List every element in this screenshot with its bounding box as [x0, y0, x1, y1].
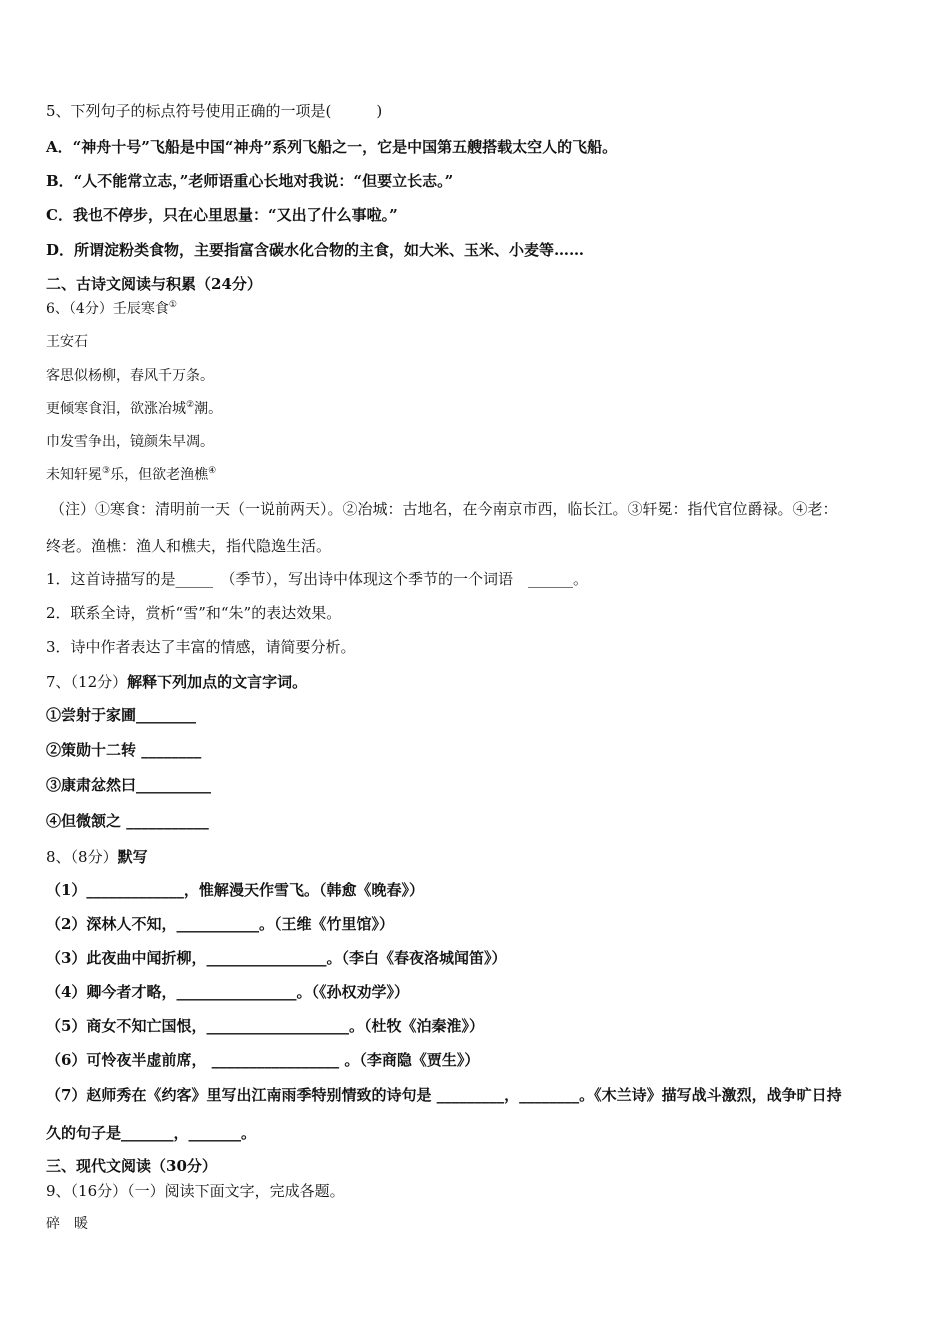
- q6-header-text: 6、（4分）壬辰寒食: [46, 301, 169, 317]
- q7-item-3: ③康肃忿然曰__________: [46, 776, 212, 794]
- q7-header: [46, 672, 307, 692]
- q7-item-2: ②策勋十二转 ________: [46, 741, 202, 759]
- q6-poem-line2: [46, 399, 222, 419]
- q6-poem-line3: 巾发雪争出，镜颜朱早凋。: [46, 434, 214, 450]
- q6-poem-line2-text: 更倾寒食泪，欲涨冶城: [46, 401, 186, 417]
- q7-item-1: ①尝射于家圃________: [46, 706, 197, 724]
- q8-item-7: （7）赵师秀在《约客》里写出江南雨季特别情致的诗句是 _________，________。《木兰诗》描写战斗激烈，战争旷日持: [46, 1086, 842, 1104]
- q6-question-2: 2．联系全诗，赏析“雪”和“朱”的表达效果。: [46, 604, 342, 622]
- q8-item-1: （1）_____________，惟解漫天作雪飞。（韩愈《晚春》）: [46, 881, 424, 899]
- q6-poem-line4: [46, 465, 216, 485]
- q8-item-2: （2）深林人不知，___________。（王维《竹里馆》）: [46, 915, 394, 933]
- q8-header-prefix: 8、（8分）: [46, 848, 118, 866]
- section3-title: 三、现代文阅读（30分）: [46, 1157, 217, 1175]
- q6-note-line1: （注）①寒食：清明前一天（一说前两天）。②冶城：古地名，在今南京市西，临长江。③轩冕：指代官位爵禄。④老：: [50, 500, 838, 518]
- q8-header-text: 默写: [117, 848, 148, 866]
- q8-header: [46, 847, 148, 867]
- q6-poem-sup-2: ②: [186, 400, 195, 410]
- section2-title: 二、古诗文阅读与积累（24分）: [46, 275, 262, 293]
- q5-option-c: C．我也不停步，只在心里思量：“又出了什么事啦。”: [46, 206, 398, 224]
- q6-note-line2: 终老。渔樵：渔人和樵夫，指代隐逸生活。: [46, 537, 332, 555]
- q8-item-6: （6）可怜夜半虚前席， _________________ 。（李商隐《贾生》）: [46, 1051, 480, 1069]
- q8-item-5: （5）商女不知亡国恨，___________________。（杜牧《泊秦淮》）: [46, 1017, 484, 1035]
- q6-question-1: 1．这首诗描写的是_____ （季节），写出诗中体现这个季节的一个词语 ______。: [46, 570, 589, 588]
- q6-poem-sup-3: ③: [102, 466, 111, 476]
- q9-header: 9、（16分）（一）阅读下面文字，完成各题。: [46, 1182, 345, 1200]
- q6-poem-line1: 客思似杨柳，春风千万条。: [46, 368, 214, 384]
- q6-question-3: 3．诗中作者表达了丰富的情感，请简要分析。: [46, 638, 356, 656]
- q6-poem-line4-text: 未知轩冕: [46, 467, 102, 483]
- q6-poem-line2-end: 潮。: [194, 401, 223, 417]
- q7-header-prefix: 7、（12分）: [46, 673, 128, 691]
- q9-passage-title: 碎 暖: [46, 1216, 88, 1232]
- q7-header-text: 解释下列加点的文言字词。: [127, 673, 308, 691]
- q8-item-3: （3）此夜曲中闻折柳，________________。（李白《春夜洛城闻笛》）: [46, 949, 507, 967]
- q6-poem-line4-mid: 乐，但欲老渔樵: [110, 467, 209, 483]
- q6-poem-sup-4: ④: [208, 466, 217, 476]
- q7-item-4: ④但微颔之 ___________: [46, 812, 209, 830]
- q6-header: [46, 299, 177, 319]
- q5-stem: 5、下列句子的标点符号使用正确的一项是( ): [46, 102, 383, 120]
- q5-option-a: A．“神舟十号”飞船是中国“神舟”系列飞船之一，它是中国第五艘搭载太空人的飞船。: [46, 138, 618, 156]
- q5-option-d: D．所谓淀粉类食物，主要指富含碳水化合物的主食，如大米、玉米、小麦等……: [46, 241, 585, 259]
- q8-item-4: （4）卿今者才略，________________。（《孙权劝学》）: [46, 983, 409, 1001]
- q8-item-7-cont: 久的句子是_______，_______。: [46, 1124, 257, 1142]
- q6-header-sup: ①: [168, 300, 177, 310]
- q5-option-b: B．“人不能常立志，”老师语重心长地对我说：“但要立长志。”: [46, 172, 454, 190]
- q6-author: 王安石: [46, 334, 88, 350]
